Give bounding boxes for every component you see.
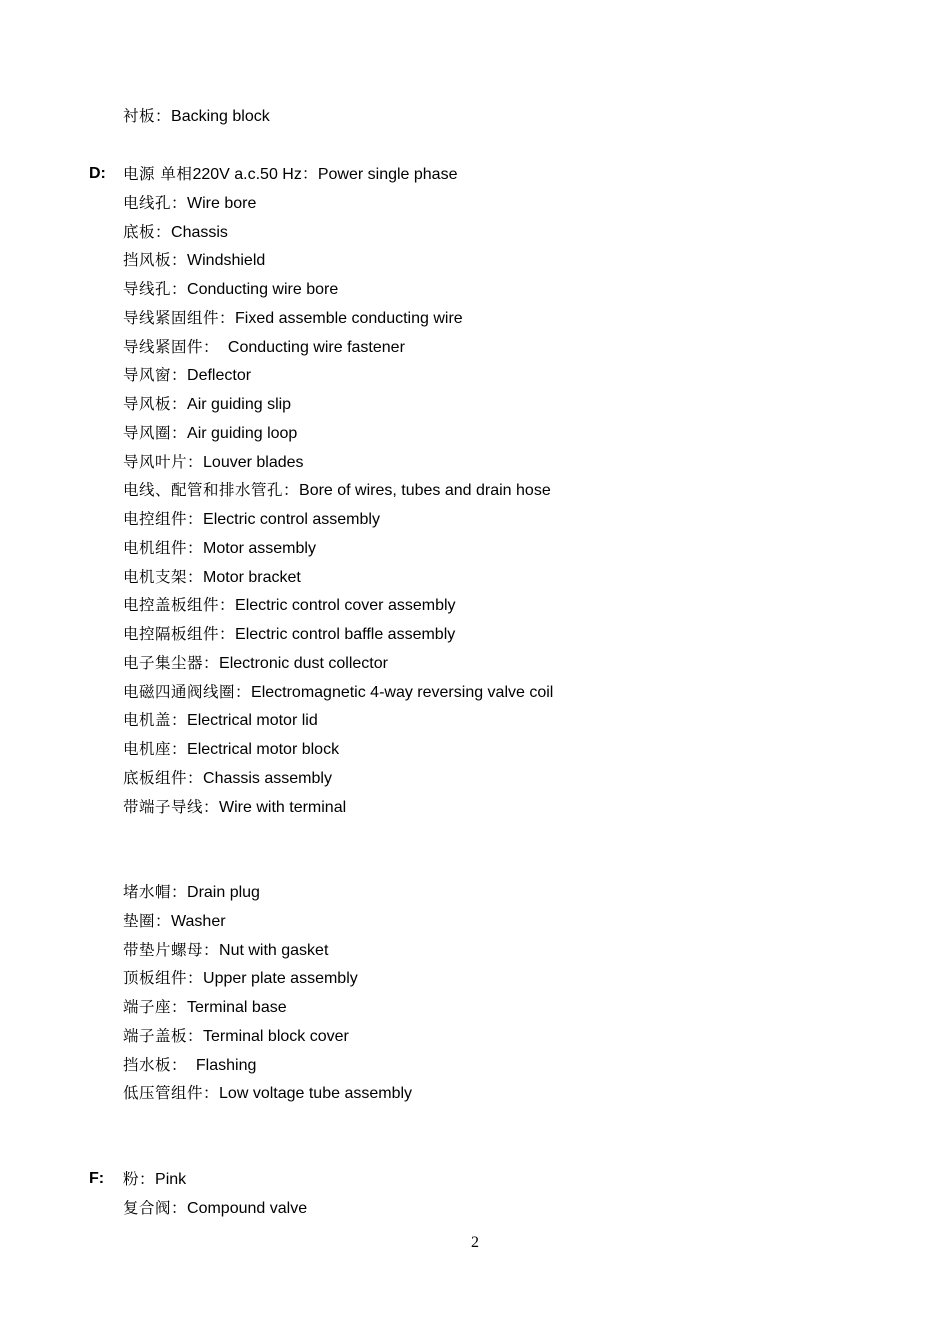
term-entry xyxy=(123,394,291,414)
term-chinese: 端子盖板： xyxy=(123,1026,204,1045)
term-entry xyxy=(123,222,228,242)
term-chinese: 电线孔： xyxy=(123,193,188,212)
term-entry xyxy=(123,452,304,472)
term-chinese: 顶板组件： xyxy=(123,969,204,988)
term-entry xyxy=(123,193,256,213)
term-chinese: 底板组件： xyxy=(123,768,204,787)
term-entry xyxy=(123,279,338,299)
term-entry xyxy=(123,1026,349,1046)
term-english: Washer xyxy=(171,912,226,930)
term-entry xyxy=(123,423,297,443)
term-entry xyxy=(123,1169,186,1189)
term-chinese: 电机组件： xyxy=(123,538,204,557)
term-entry xyxy=(123,164,457,184)
term-chinese: 电控隔板组件： xyxy=(123,625,236,643)
term-english: Conducting wire bore xyxy=(187,281,339,298)
term-entry xyxy=(123,509,380,529)
term-english: Electronic dust collector xyxy=(219,654,388,672)
term-chinese: 导风窗： xyxy=(123,366,188,385)
term-entry xyxy=(123,940,328,960)
section-letter-d: D: xyxy=(89,165,106,182)
term-english: Chassis xyxy=(171,223,228,241)
term-entry xyxy=(123,480,551,500)
term-chinese: 电子集尘器： xyxy=(123,653,220,672)
term-chinese: 电线、配管和排水管孔： xyxy=(123,481,300,500)
term-chinese: 低压管组件： xyxy=(123,1084,220,1103)
term-entry xyxy=(123,1198,307,1218)
term-entry xyxy=(123,797,346,817)
term-entry xyxy=(123,768,332,788)
term-english: Low voltage tube assembly xyxy=(219,1085,413,1103)
term-entry xyxy=(123,710,318,730)
term-entry xyxy=(123,337,405,357)
term-chinese: 导线紧固组件： xyxy=(123,308,236,327)
term-chinese: 电控盖板组件： xyxy=(123,596,236,615)
term-english: Chassis assembly xyxy=(203,769,332,787)
term-entry xyxy=(123,1083,412,1103)
term-chinese: 导风圈： xyxy=(123,423,188,442)
term-entry xyxy=(123,106,270,126)
term-chinese: 导线紧固件： xyxy=(123,337,220,356)
term-chinese: 带垫片螺母： xyxy=(123,940,220,959)
term-english: Electromagnetic 4-way reversing valve coil xyxy=(251,683,554,701)
term-chinese: 堵水帽： xyxy=(123,883,188,901)
term-chinese: 衬板： xyxy=(123,107,172,125)
term-english: Bore of wires, tubes and drain hose xyxy=(299,482,551,500)
term-chinese: 垫圈： xyxy=(123,911,172,930)
term-english: Wire bore xyxy=(187,194,257,212)
term-chinese: 电源 单相 xyxy=(123,165,193,183)
term-entry xyxy=(123,250,265,270)
term-chinese: 底板： xyxy=(123,222,172,241)
term-entry xyxy=(123,739,339,759)
term-chinese: 电磁四通阀线圈： xyxy=(123,682,252,701)
term-english: Windshield xyxy=(187,252,266,270)
term-english: Air guiding loop xyxy=(187,424,298,442)
term-entry xyxy=(123,653,388,673)
term-english: Fixed assemble conducting wire xyxy=(235,309,463,327)
term-english: Air guiding slip xyxy=(187,396,292,413)
term-english: Compound valve xyxy=(187,1200,308,1217)
term-english: Electric control baffle assembly xyxy=(235,626,456,643)
term-entry xyxy=(123,911,226,931)
term-chinese: 导风叶片： xyxy=(123,452,204,471)
term-english: 220V a.c.50 Hz：Power single phase xyxy=(192,166,458,183)
term-entry xyxy=(123,308,463,328)
term-english: Backing block xyxy=(171,108,270,125)
term-chinese: 电机盖： xyxy=(123,711,188,730)
term-entry xyxy=(123,882,260,902)
term-english: Upper plate assembly xyxy=(203,970,358,988)
term-english: Electrical motor lid xyxy=(187,712,318,730)
term-entry xyxy=(123,595,456,615)
term-chinese: 挡风板： xyxy=(123,251,188,270)
term-english: Wire with terminal xyxy=(219,798,347,816)
page-number: 2 xyxy=(471,1234,479,1251)
term-chinese: 电机支架： xyxy=(123,567,204,586)
term-english: Deflector xyxy=(187,367,252,385)
term-chinese: 挡水板： xyxy=(123,1055,188,1074)
term-english: Electric control assembly xyxy=(203,511,380,528)
term-entry xyxy=(123,997,287,1017)
term-english: Nut with gasket xyxy=(219,941,329,959)
term-chinese: 带端子导线： xyxy=(123,797,220,816)
term-entry xyxy=(123,682,553,702)
term-english: Conducting wire fastener xyxy=(219,338,405,356)
term-entry xyxy=(123,968,358,988)
term-entry xyxy=(123,365,251,385)
term-entry xyxy=(123,1055,256,1075)
term-chinese: 端子座： xyxy=(123,998,188,1016)
term-entry xyxy=(123,538,316,558)
term-english: Terminal base xyxy=(187,999,287,1016)
term-chinese: 导风板： xyxy=(123,395,188,413)
term-english: Terminal block cover xyxy=(203,1027,349,1045)
term-chinese: 粉： xyxy=(123,1170,156,1188)
section-letter-f: F: xyxy=(89,1170,105,1187)
term-english: Electric control cover assembly xyxy=(235,597,456,615)
term-entry xyxy=(123,567,301,587)
term-english: Flashing xyxy=(187,1056,257,1074)
term-chinese: 电机座： xyxy=(123,740,188,758)
term-english: Pink xyxy=(155,1171,187,1188)
term-chinese: 复合阀： xyxy=(123,1199,188,1217)
term-english: Motor bracket xyxy=(203,568,301,586)
term-english: Louver blades xyxy=(203,453,304,471)
term-chinese: 导线孔： xyxy=(123,280,188,298)
term-entry xyxy=(123,624,455,644)
term-chinese: 电控组件： xyxy=(123,510,204,528)
term-english: Electrical motor block xyxy=(187,741,340,758)
term-english: Drain plug xyxy=(187,884,260,901)
term-english: Motor assembly xyxy=(203,539,316,557)
